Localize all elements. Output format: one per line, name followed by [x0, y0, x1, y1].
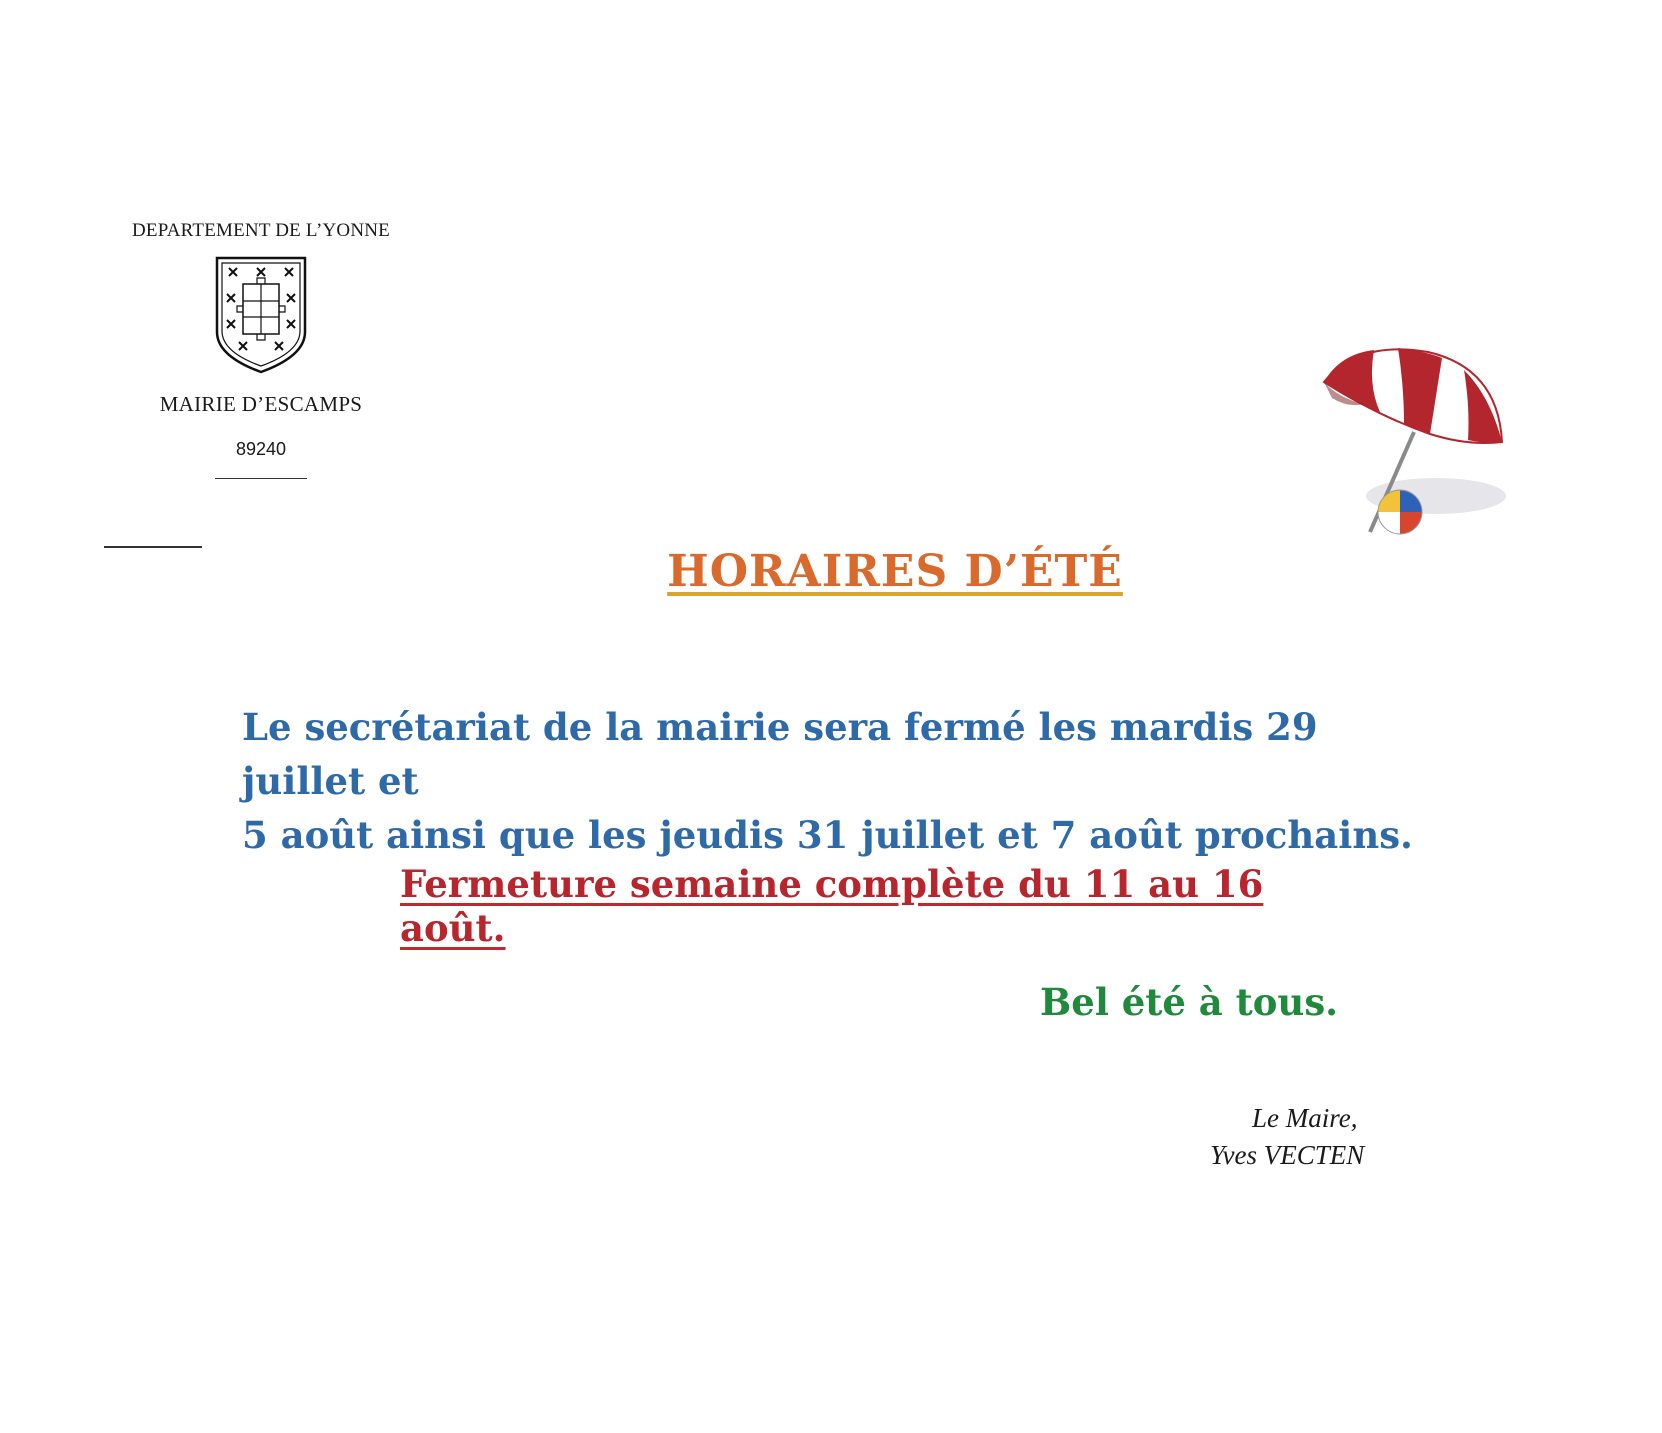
mairie-name: MAIRIE D’ESCAMPS — [159, 392, 363, 416]
coat-of-arms-icon — [213, 254, 309, 378]
signature-block — [1210, 1100, 1510, 1174]
beach-umbrella-icon — [1318, 346, 1518, 546]
notice-line-2: 5 août ainsi que les jeudis 31 juillet et 7 août prochains. — [242, 813, 1413, 857]
postcode: 89240 — [235, 439, 287, 459]
greeting: Bel été à tous. — [1040, 980, 1339, 1024]
closure-notice: Fermeture semaine complète du 11 au 16 août. — [400, 862, 1264, 950]
signature-role: Le Maire, — [1252, 1103, 1358, 1133]
reference-divider — [104, 546, 202, 548]
notice-body — [242, 700, 1442, 862]
notice-title: HORAIRES D’ÉTÉ — [667, 546, 1123, 597]
signature-name: Yves VECTEN — [1210, 1140, 1365, 1170]
notice-line-1: Le secrétariat de la mairie sera fermé les mardis 29 juillet et — [242, 705, 1318, 803]
letterhead-divider — [215, 478, 307, 479]
department-label: DEPARTEMENT DE L’YONNE — [131, 220, 390, 241]
letterhead — [120, 220, 402, 479]
